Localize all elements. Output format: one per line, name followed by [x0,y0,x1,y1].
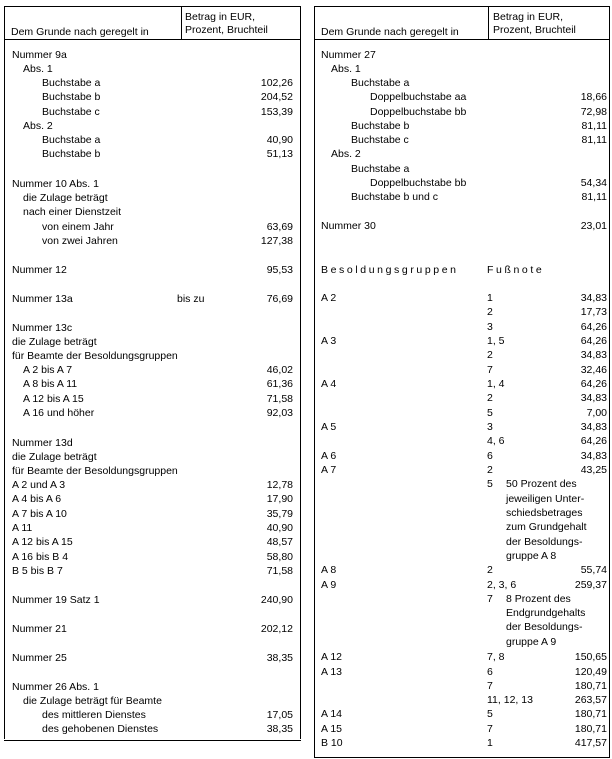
row-label: Doppelbuchstabe bb [370,106,467,118]
row-value: 17,73 [580,306,607,318]
row-label: A 9 [321,579,337,591]
row-footnote: 5 [487,478,493,490]
row-label: A 5 [321,421,337,433]
row-footnote: 2 [487,564,493,576]
row-value: der Besoldungs- [506,621,583,633]
row-value: 50 Prozent des [506,478,577,490]
row-label: Buchstabe b [42,148,101,160]
table-row [5,48,302,62]
row-footnote: 7 [487,723,493,735]
row-label: Nummer 19 Satz 1 [12,594,100,606]
table-row [5,564,302,578]
row-value: 204,52 [260,91,293,103]
row-value: 64,26 [580,378,607,390]
row-label: Nummer 13d [12,437,73,449]
row-label: die Zulage beträgt [12,451,97,463]
table-row [315,665,611,679]
row-label: nach einer Dienstzeit [23,206,122,218]
row-value: 180,71 [574,708,607,720]
row-value: 72,98 [580,106,607,118]
row-label: A 16 bis B 4 [12,551,69,563]
table-row [315,506,611,520]
table-row [5,62,302,76]
header-col2: Betrag in EUR, Prozent, Bruchteil [185,11,268,36]
table-row [315,291,611,305]
table-row [315,147,611,161]
row-footnote: 4, 6 [487,435,505,447]
row-value: 55,74 [580,564,607,576]
row-label: von zwei Jahren [42,235,118,247]
row-label: A 11 [12,522,33,534]
table-row [315,477,611,491]
right-table [314,6,610,758]
table-row [315,133,611,147]
table-row [315,449,611,463]
table-row [315,434,611,448]
row-label: Nummer 27 [321,49,376,61]
table-row [5,680,302,694]
table-row [5,722,302,736]
row-value: 18,66 [580,91,607,103]
table-row [315,377,611,391]
table-row [5,119,302,133]
table-row [5,651,302,665]
table-row [5,392,302,406]
row-label: des mittleren Dienstes [42,709,146,721]
row-value: 40,90 [266,134,293,146]
table-row [5,205,302,219]
row-value: 153,39 [260,106,293,118]
row-label: A 8 bis A 11 [23,378,78,390]
row-value: 64,26 [580,335,607,347]
row-value: 23,01 [580,220,607,232]
table-row [315,693,611,707]
row-value: 76,69 [266,293,293,305]
row-value: 64,26 [580,321,607,333]
table-row [315,320,611,334]
row-label: Abs. 1 [331,63,361,75]
table-row [5,593,302,607]
table-row [315,176,611,190]
row-label: A 2 [321,292,337,304]
table-row [315,162,611,176]
row-label: Nummer 30 [321,220,376,232]
left-table [4,6,301,739]
row-label: Buchstabe c [351,134,409,146]
row-value: 58,80 [266,551,293,563]
table-row [315,592,611,606]
row-label: Nummer 12 [12,264,67,276]
table-row [315,420,611,434]
row-value: 240,90 [260,594,293,606]
row-label: Besoldungsgruppen [321,264,459,276]
row-label: Nummer 25 [12,652,67,664]
row-value: 46,02 [266,364,293,376]
row-label: für Beamte der Besoldungsgruppen [12,465,178,477]
table-row [315,48,611,62]
table-row [5,622,302,636]
row-label: Nummer 26 Abs. 1 [12,681,99,693]
row-value: 263,57 [574,694,607,706]
row-value: 180,71 [574,680,607,692]
table-row [5,363,302,377]
row-value: 43,25 [580,464,607,476]
row-value: 95,53 [266,264,293,276]
row-label: Buchstabe a [42,77,101,89]
row-value: gruppe A 8 [506,550,557,562]
row-label: die Zulage beträgt für Beamte [23,695,162,707]
table-row [5,133,302,147]
table-row [5,492,302,506]
table-row [5,349,302,363]
table-row [315,578,611,592]
table-row [5,191,302,205]
table-row [5,521,302,535]
row-label: A 14 [321,708,343,720]
table-row [5,377,302,391]
row-label: Buchstabe b und c [351,191,438,203]
table-row [315,90,611,104]
table-row [315,722,611,736]
row-label: Doppelbuchstabe aa [370,91,467,103]
row-label: Buchstabe a [42,134,101,146]
row-value: 38,35 [266,652,293,664]
row-footnote: 2 [487,392,493,404]
row-label: Nummer 9a [12,49,67,61]
table-row [5,464,302,478]
table-row [315,219,611,233]
table-row [315,105,611,119]
row-value: 92,03 [266,407,293,419]
row-value: 81,11 [581,191,607,203]
table-row [315,707,611,721]
table-row [5,105,302,119]
row-footnote: 2 [487,306,493,318]
row-label: A 2 bis A 7 [23,364,73,376]
row-footnote: 5 [487,708,493,720]
table-row [5,550,302,564]
row-footnote: 7 [487,593,493,605]
row-footnote: 1 [487,292,493,304]
table-row [5,507,302,521]
table-row [315,76,611,90]
row-footnote: 6 [487,666,493,678]
table-row [315,406,611,420]
table-row [315,635,611,649]
row-value: 34,83 [580,421,607,433]
table-row [5,177,302,191]
row-value: jeweiligen Unter- [506,493,585,505]
row-footnote: 3 [487,321,493,333]
row-label: Nummer 10 Abs. 1 [12,178,99,190]
table-row [315,606,611,620]
row-label: A 7 [321,464,337,476]
row-footnote: 11, 12, 13 [487,694,533,706]
row-label: Abs. 2 [331,148,361,160]
row-label: die Zulage beträgt [12,336,97,348]
row-label: Buchstabe c [42,106,100,118]
row-value: 71,58 [266,565,293,577]
row-label: die Zulage beträgt [23,192,108,204]
row-label: Doppelbuchstabe bb [370,177,467,189]
row-value: 17,05 [266,709,293,721]
table-row [315,492,611,506]
table-row [5,406,302,420]
row-value: 81,11 [581,120,607,132]
row-value: gruppe A 9 [506,636,557,648]
table-row [5,708,302,722]
row-label: B 5 bis B 7 [12,565,63,577]
row-label: A 4 bis A 6 [12,493,62,505]
row-value: 102,26 [260,77,293,89]
row-value: 32,46 [580,364,607,376]
row-modifier: bis zu [177,293,205,305]
table-row [315,334,611,348]
table-row [315,463,611,477]
table-row [5,436,302,450]
table-row [315,549,611,563]
row-label: Nummer 13a [12,293,73,305]
row-label: Nummer 21 [12,623,67,635]
table-row [315,391,611,405]
row-footnote: 3 [487,421,493,433]
header-col1: Dem Grunde nach geregelt in [321,26,459,38]
table-row [315,563,611,577]
table-row [315,736,611,750]
row-label: Abs. 2 [23,120,53,132]
table-row [315,62,611,76]
row-value: zum Grundgehalt [506,521,587,533]
row-value: 34,83 [580,392,607,404]
table-row [315,679,611,693]
row-label: A 15 [321,723,343,735]
table-row [5,220,302,234]
row-label: A 3 [321,335,337,347]
table-row [315,620,611,634]
row-value: 38,35 [266,723,293,735]
table-row [315,535,611,549]
table-row [315,263,611,277]
table-row [5,478,302,492]
table-row [5,292,302,306]
row-footnote: 1 [487,737,493,749]
row-value: 34,83 [580,349,607,361]
row-label: A 2 und A 3 [12,479,66,491]
table-row [5,76,302,90]
row-footnote: Fußnote [487,264,545,276]
row-value: 64,26 [580,435,607,447]
table-row [5,335,302,349]
header-col2: Betrag in EUR, Prozent, Bruchteil [493,11,576,36]
row-value: 51,13 [266,148,293,160]
row-value: 150,65 [574,651,607,663]
row-value: 7,00 [586,407,607,419]
row-value: 34,83 [580,450,607,462]
row-label: Abs. 1 [23,63,53,75]
row-value: 8 Prozent des [506,593,571,605]
row-label: A 6 [321,450,337,462]
row-label: Buchstabe a [351,163,410,175]
table-row [315,119,611,133]
row-label: A 8 [321,564,337,576]
row-value: 81,11 [581,134,607,146]
row-label: A 12 [321,651,343,663]
row-label: A 13 [321,666,343,678]
row-label: für Beamte der Besoldungsgruppen [12,350,178,362]
row-footnote: 7, 8 [487,651,505,663]
row-value: 54,34 [580,177,607,189]
row-value: 40,90 [266,522,293,534]
row-value: 12,78 [266,479,293,491]
row-value: 417,57 [574,737,607,749]
row-value: 259,37 [574,579,607,591]
row-footnote: 6 [487,450,493,462]
row-value: der Besoldungs- [506,536,583,548]
row-value: 17,90 [266,493,293,505]
table-row [5,535,302,549]
table-row [315,520,611,534]
row-footnote: 1, 5 [487,335,505,347]
row-label: A 12 bis A 15 [12,536,73,548]
table-header [315,7,609,40]
table-row [5,147,302,161]
row-label: A 4 [321,378,337,390]
row-footnote: 7 [487,680,493,692]
table-row [5,234,302,248]
row-label: von einem Jahr [42,221,114,233]
table-row [315,190,611,204]
row-value: 71,58 [266,393,293,405]
table-row [5,90,302,104]
row-value: 35,79 [266,508,293,520]
row-footnote: 5 [487,407,493,419]
table-row [5,263,302,277]
row-label: Buchstabe b [42,91,101,103]
row-value: 120,49 [574,666,607,678]
row-value: 127,38 [260,235,293,247]
row-value: schiedsbetrages [506,507,583,519]
table-row [5,694,302,708]
header-col1: Dem Grunde nach geregelt in [11,26,149,38]
row-value: 63,69 [266,221,293,233]
row-label: A 12 bis A 15 [23,393,84,405]
row-value: 61,36 [266,378,293,390]
table-row [315,305,611,319]
table-header [5,7,300,40]
table-row [315,363,611,377]
row-label: A 16 und höher [23,407,95,419]
row-footnote: 2 [487,464,493,476]
row-value: 180,71 [574,723,607,735]
row-label: A 7 bis A 10 [12,508,67,520]
row-value: Endgrundgehalts [506,607,586,619]
row-label: B 10 [321,737,343,749]
row-footnote: 7 [487,364,493,376]
table-row [5,321,302,335]
row-label: des gehobenen Dienstes [42,723,159,735]
table-row [315,650,611,664]
row-label: Buchstabe b [351,120,410,132]
row-value: 34,83 [580,292,607,304]
row-label: Buchstabe a [351,77,410,89]
row-value: 48,57 [266,536,293,548]
table-row [315,348,611,362]
row-label: Nummer 13c [12,322,73,334]
row-value: 202,12 [260,623,293,635]
row-footnote: 2 [487,349,493,361]
table-row [5,450,302,464]
row-footnote: 2, 3, 6 [487,579,517,591]
row-footnote: 1, 4 [487,378,505,390]
